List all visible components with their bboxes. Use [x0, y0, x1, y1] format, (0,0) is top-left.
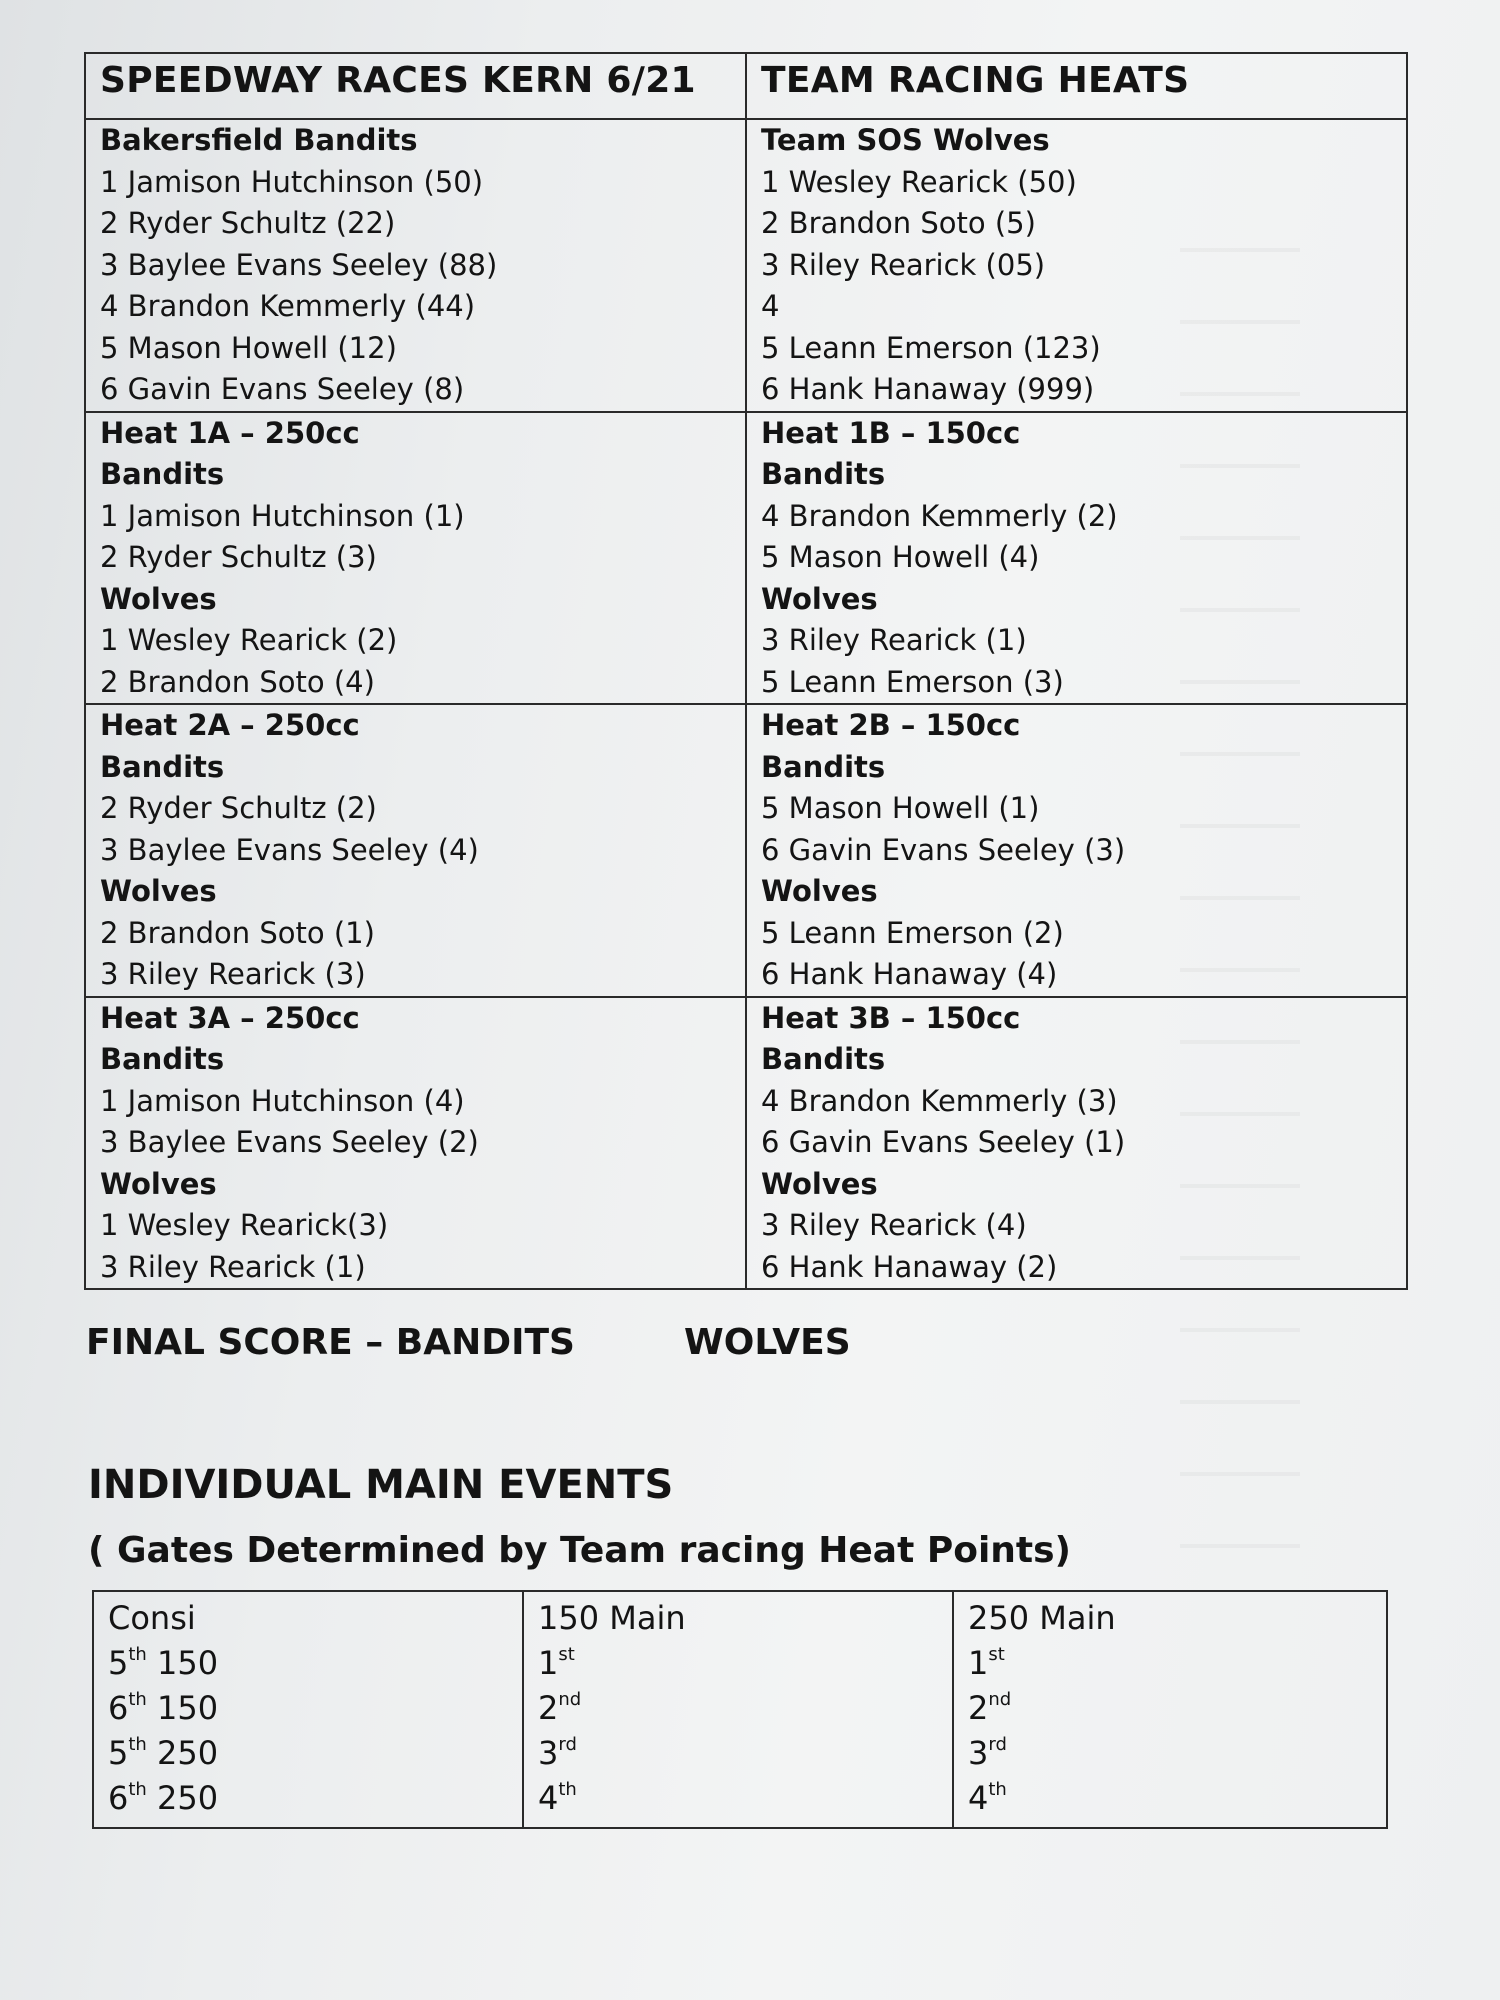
- heat-rider: 3 Riley Rearick (3): [100, 957, 366, 991]
- heat-row-2: [85, 704, 1407, 997]
- final-score-bandits: FINAL SCORE – BANDITS: [86, 1322, 575, 1363]
- rider: 4: [761, 289, 780, 323]
- heat-rider: 5 Mason Howell (4): [761, 540, 1040, 574]
- heat-rider: 3 Baylee Evans Seeley (2): [100, 1125, 479, 1159]
- main-events-subtitle: ( Gates Determined by Team racing Heat Points): [88, 1530, 1072, 1571]
- team-label: Bandits: [100, 749, 225, 784]
- heats-title: TEAM RACING HEATS: [746, 53, 1407, 119]
- heat-title: Heat 3A – 250cc: [100, 1000, 360, 1035]
- consi-column: [93, 1591, 523, 1828]
- roster-row: [85, 119, 1407, 412]
- team-label: Wolves: [761, 1166, 878, 1201]
- place-slot: 3rd: [538, 1734, 577, 1772]
- team-racing-table: [84, 52, 1408, 1290]
- consi-slot: 5th 150: [108, 1644, 219, 1682]
- team-label: Bandits: [761, 457, 886, 491]
- heat-cell: [746, 412, 1407, 705]
- rider: 4 Brandon Kemmerly (44): [100, 289, 476, 323]
- heat-rider: 6 Gavin Evans Seeley (3): [761, 832, 1126, 867]
- heat-rider: 6 Hank Hanaway (4): [761, 957, 1058, 991]
- heat-rider: 1 Jamison Hutchinson (1): [100, 498, 465, 533]
- heat-rider: 2 Brandon Soto (4): [100, 664, 375, 699]
- place-slot: 4th: [968, 1779, 1007, 1817]
- heat-rider: 2 Ryder Schultz (2): [100, 791, 377, 825]
- heat-rider: 5 Leann Emerson (2): [761, 915, 1064, 950]
- consi-slot: 6th 150: [108, 1689, 219, 1727]
- heat-rider: 3 Riley Rearick (1): [761, 623, 1027, 657]
- team-label: Wolves: [100, 874, 217, 908]
- place-slot: 4th: [538, 1779, 577, 1817]
- main-150-header: 150 Main: [538, 1599, 686, 1637]
- team-label: Bandits: [761, 749, 886, 784]
- team-label: Bandits: [100, 457, 225, 491]
- rider: 1 Wesley Rearick (50): [761, 164, 1077, 199]
- main-250-header: 250 Main: [968, 1599, 1116, 1637]
- team-label: Wolves: [761, 581, 878, 616]
- team-name: Bakersfield Bandits: [100, 123, 418, 157]
- team-name: Team SOS Wolves: [761, 123, 1050, 157]
- main-250-column: [953, 1591, 1387, 1828]
- header-row: [85, 53, 1407, 119]
- events-row: [93, 1591, 1387, 1828]
- heat-cell: [85, 997, 746, 1290]
- heat-rider: 5 Leann Emerson (3): [761, 664, 1064, 699]
- heat-rider: 3 Baylee Evans Seeley (4): [100, 832, 479, 867]
- main-events-title: INDIVIDUAL MAIN EVENTS: [88, 1462, 674, 1508]
- team-label: Bandits: [100, 1042, 225, 1076]
- heat-rider: 2 Brandon Soto (1): [100, 915, 375, 950]
- heat-title: Heat 1A – 250cc: [100, 415, 360, 450]
- heat-title: Heat 2A – 250cc: [100, 708, 360, 742]
- team-label: Wolves: [100, 1166, 217, 1201]
- heat-cell: [746, 997, 1407, 1290]
- main-events-table: [92, 1590, 1388, 1829]
- heat-title: Heat 1B – 150cc: [761, 415, 1021, 450]
- final-score-wolves: WOLVES: [684, 1322, 851, 1363]
- team-label: Wolves: [100, 581, 217, 616]
- place-slot: 2nd: [538, 1689, 582, 1727]
- heat-cell: [746, 704, 1407, 997]
- heat-title: Heat 2B – 150cc: [761, 708, 1021, 742]
- event-title: SPEEDWAY RACES KERN 6/21: [85, 53, 746, 119]
- rider: 5 Mason Howell (12): [100, 330, 397, 365]
- heat-rider: 5 Mason Howell (1): [761, 791, 1040, 825]
- heat-rider: 3 Riley Rearick (1): [100, 1249, 366, 1284]
- wolves-roster: [746, 119, 1407, 412]
- place-slot: 1st: [538, 1644, 575, 1682]
- heat-rider: 2 Ryder Schultz (3): [100, 540, 377, 574]
- heat-cell: [85, 704, 746, 997]
- main-150-column: [523, 1591, 953, 1828]
- place-slot: 2nd: [968, 1689, 1012, 1727]
- heat-rider: 1 Wesley Rearick (2): [100, 623, 398, 657]
- place-slot: 3rd: [968, 1734, 1007, 1772]
- rider: 1 Jamison Hutchinson (50): [100, 164, 484, 199]
- rider: 6 Gavin Evans Seeley (8): [100, 372, 465, 406]
- team-label: Bandits: [761, 1042, 886, 1076]
- rider: 2 Ryder Schultz (22): [100, 206, 396, 240]
- heat-rider: 1 Jamison Hutchinson (4): [100, 1083, 465, 1118]
- heat-cell: [85, 412, 746, 705]
- rider: 6 Hank Hanaway (999): [761, 372, 1095, 406]
- rider: 5 Leann Emerson (123): [761, 330, 1101, 365]
- heat-rider: 6 Hank Hanaway (2): [761, 1249, 1058, 1284]
- heat-row-3: [85, 997, 1407, 1290]
- consi-slot: 5th 250: [108, 1734, 219, 1772]
- place-slot: 1st: [968, 1644, 1005, 1682]
- heat-title: Heat 3B – 150cc: [761, 1000, 1021, 1035]
- heat-rider: 4 Brandon Kemmerly (2): [761, 498, 1118, 533]
- heat-row-1: [85, 412, 1407, 705]
- heat-rider: 6 Gavin Evans Seeley (1): [761, 1125, 1126, 1159]
- team-label: Wolves: [761, 874, 878, 908]
- bandits-roster: [85, 119, 746, 412]
- rider: 2 Brandon Soto (5): [761, 206, 1036, 240]
- heat-rider: 4 Brandon Kemmerly (3): [761, 1083, 1118, 1118]
- heat-rider: 1 Wesley Rearick(3): [100, 1208, 389, 1242]
- rider: 3 Riley Rearick (05): [761, 247, 1046, 282]
- consi-header: Consi: [108, 1599, 196, 1637]
- rider: 3 Baylee Evans Seeley (88): [100, 247, 498, 282]
- heat-rider: 3 Riley Rearick (4): [761, 1208, 1027, 1242]
- consi-slot: 6th 250: [108, 1779, 219, 1817]
